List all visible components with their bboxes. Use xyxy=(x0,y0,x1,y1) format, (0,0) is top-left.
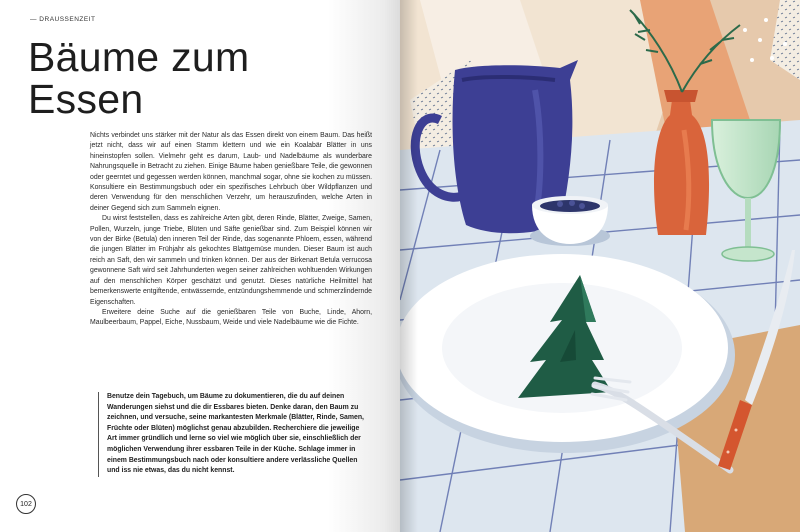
body-text xyxy=(90,131,372,329)
tip-box: Benutze dein Tagebuch, um Bäume zu dokumentieren, die du auf deinen Wanderungen siehst und die dir Essbares bieten. Denke daran, den Baum zu zeichnen, und versuche, seine markantesten Merkmale (Blätter, Rinde, Samen, Früchte oder Blüten) möglichst genau abzubilden. Recherchiere die jeweilige Art immer gründlich und lerne so viel wie möglich über sie, einschließlich der möglichen Verwendung ihrer essbaren Teile in der Küche. Schlage immer in einem Bestimmungsbuch nach oder konsultiere andere verlässliche Quellen und iss nie etwas, das du nicht kennst. xyxy=(98,392,370,477)
paragraph: Nichts verbindet uns stärker mit der Natur als das Essen direkt von einem Baum. Das heißt jetzt nicht, dass wir auf einen Stamm klettern und wie ein Koalabär Blätter in uns hineinstopfen sollen. Vielmehr geht es darum, Laub- und Nadelbäume als wunderbare Nahrungsquelle in Betracht zu ziehen. Einige Bäume haben genießbare Teile, die gewonnen oder geerntet und gegessen werden können, manchmal sogar, ohne sie kochen zu müssen. Konsultiere ein Bestimmungsbuch oder ein spezifisches Lehrbuch über Wildpflanzen und deren Verwendung für den menschlichen Verzehr, um herauszufinden, welche Arten in deiner Gegend sich zum Sammeln eignen. xyxy=(90,132,372,212)
page-number: 102 xyxy=(16,494,36,514)
page-title xyxy=(28,36,249,120)
title-line-1: Bäume zum xyxy=(28,34,250,80)
title-line-2: Essen xyxy=(28,76,144,122)
paragraph: Erweitere deine Suche auf die genießbaren Teile von Buche, Linde, Ahorn, Maulbeerbaum, Pappel, Eiche, Nussbaum, Weide und viele Nadelbäume wie die Fichte. xyxy=(90,308,372,327)
blueberry-bowl xyxy=(530,196,610,246)
illustration-page xyxy=(400,0,800,532)
section-label: — DRAUSSENZEIT xyxy=(30,16,96,23)
paragraph: Du wirst feststellen, dass es zahlreiche Arten gibt, deren Rinde, Blätter, Zweige, Samen, Pollen, Wurzeln, junge Triebe, Blüten und Säfte genießbar sind. Zum Beispiel können wir von der Birke (Betula) den inneren Teil der Rinde, das sogenannte Phloem, essen, während die jungen Blätter im Frühjahr als gekochtes Blattgemüse munden. Dieser Baum ist auch reich an Saft, den wir sammeln und trinken können. Der aus der Birkenart Betula verrucosa gewonnene Saft wird seit Jahrhunderten wegen seiner zahlreichen wohltuenden Wirkungen auf den menschlichen Körper geschätzt und genutzt. Dieses natürliche Heilmittel hat bemerkenswerte entgiftende, entwässernde, entzündungshemmende und schmerzlindernde Eigenschaften. xyxy=(90,215,372,306)
gutter-shadow xyxy=(400,0,418,532)
still-life-illustration xyxy=(400,0,800,532)
